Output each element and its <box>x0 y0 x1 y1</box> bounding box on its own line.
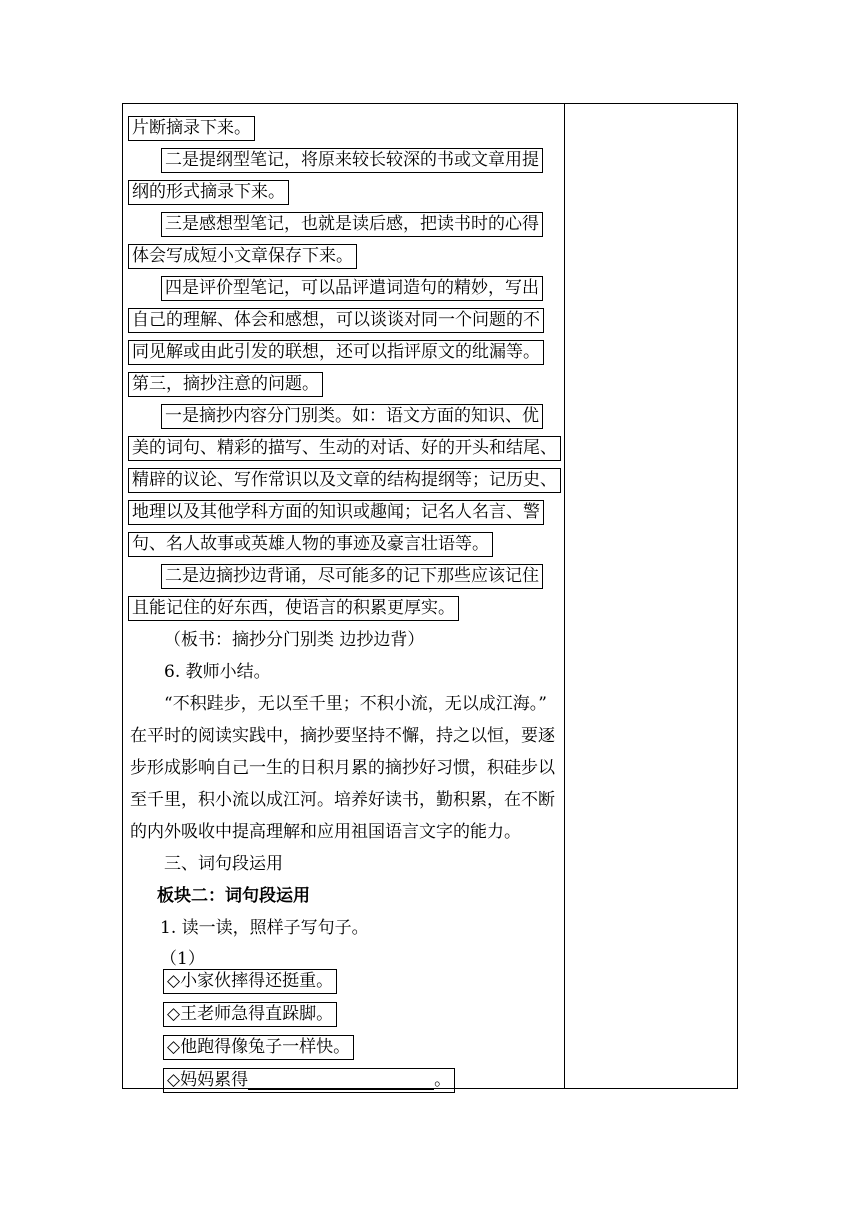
text-line: 至千里，积小流以成江河。培养好读书，勤积累，在不断 <box>130 790 555 810</box>
example-sentence: ◇他跑得像兔子一样快。 <box>163 1035 354 1060</box>
text-line: 步形成影响自己一生的日积月累的摘抄好习惯，积硅步以 <box>130 758 555 778</box>
example-sentence: ◇王老师急得直跺脚。 <box>163 1002 337 1027</box>
example-sentence: ◇小家伙摔得还挺重。 <box>163 969 337 994</box>
quote-line: “不积跬步，无以至千里；不积小流，无以成江海。” <box>164 694 547 714</box>
text-line: 自己的理解、体会和感想，可以谈谈对同一个问题的不 <box>128 308 544 333</box>
text-line: 第三，摘抄注意的问题。 <box>128 372 323 397</box>
text-line: 二是提纲型笔记，将原来较长较深的书或文章用提 <box>161 148 543 173</box>
text-line: 四是评价型笔记，可以品评遣词造句的精妙，写出 <box>161 276 543 301</box>
fill-in-suffix: 。 <box>434 1070 452 1090</box>
text-line: 的内外吸收中提高理解和应用祖国语言文字的能力。 <box>130 822 521 842</box>
text-line: 在平时的阅读实践中，摘抄要坚持不懈，持之以恒，要逐 <box>130 726 555 746</box>
block-heading: 板块二：词句段运用 <box>157 886 310 906</box>
answer-blank[interactable] <box>248 1073 434 1090</box>
text-line: 体会写成短小文章保存下来。 <box>128 244 357 269</box>
fill-in-sentence <box>163 1068 455 1093</box>
text-line: 三是感想型笔记，也就是读后感，把读书时的心得 <box>161 212 543 237</box>
text-line: 同见解或由此引发的联想，还可以指评原文的纰漏等。 <box>128 340 544 365</box>
text-line: 二是边摘抄边背诵，尽可能多的记下那些应该记住 <box>161 564 543 589</box>
text-line: 且能记住的好东西，使语言的积累更厚实。 <box>128 596 459 621</box>
fill-in-prefix: ◇妈妈累得 <box>167 1070 249 1090</box>
board-note: （板书：摘抄分门别类 边抄边背） <box>164 630 425 650</box>
text-line: 句、名人故事或英雄人物的事迹及豪言壮语等。 <box>128 532 493 557</box>
text-line: 地理以及其他学科方面的知识或趣闻；记名人名言、警 <box>128 500 544 525</box>
text-line: 美的词句、精彩的描写、生动的对话、好的开头和结尾、 <box>128 436 561 461</box>
text-line: 一是摘抄内容分门别类。如：语文方面的知识、优 <box>161 404 543 429</box>
exercise-instruction: 1. 读一读，照样子写句子。 <box>160 918 369 938</box>
section-heading: 三、词句段运用 <box>164 854 283 874</box>
exercise-number: （1） <box>160 949 205 969</box>
column-divider <box>564 104 565 1088</box>
text-line: 精辟的议论、写作常识以及文章的结构提纲等；记历史、 <box>128 468 561 493</box>
text-line: 片断摘录下来。 <box>128 116 255 141</box>
text-line: 纲的形式摘录下来。 <box>128 180 289 205</box>
section-heading: 6. 教师小结。 <box>164 662 271 682</box>
